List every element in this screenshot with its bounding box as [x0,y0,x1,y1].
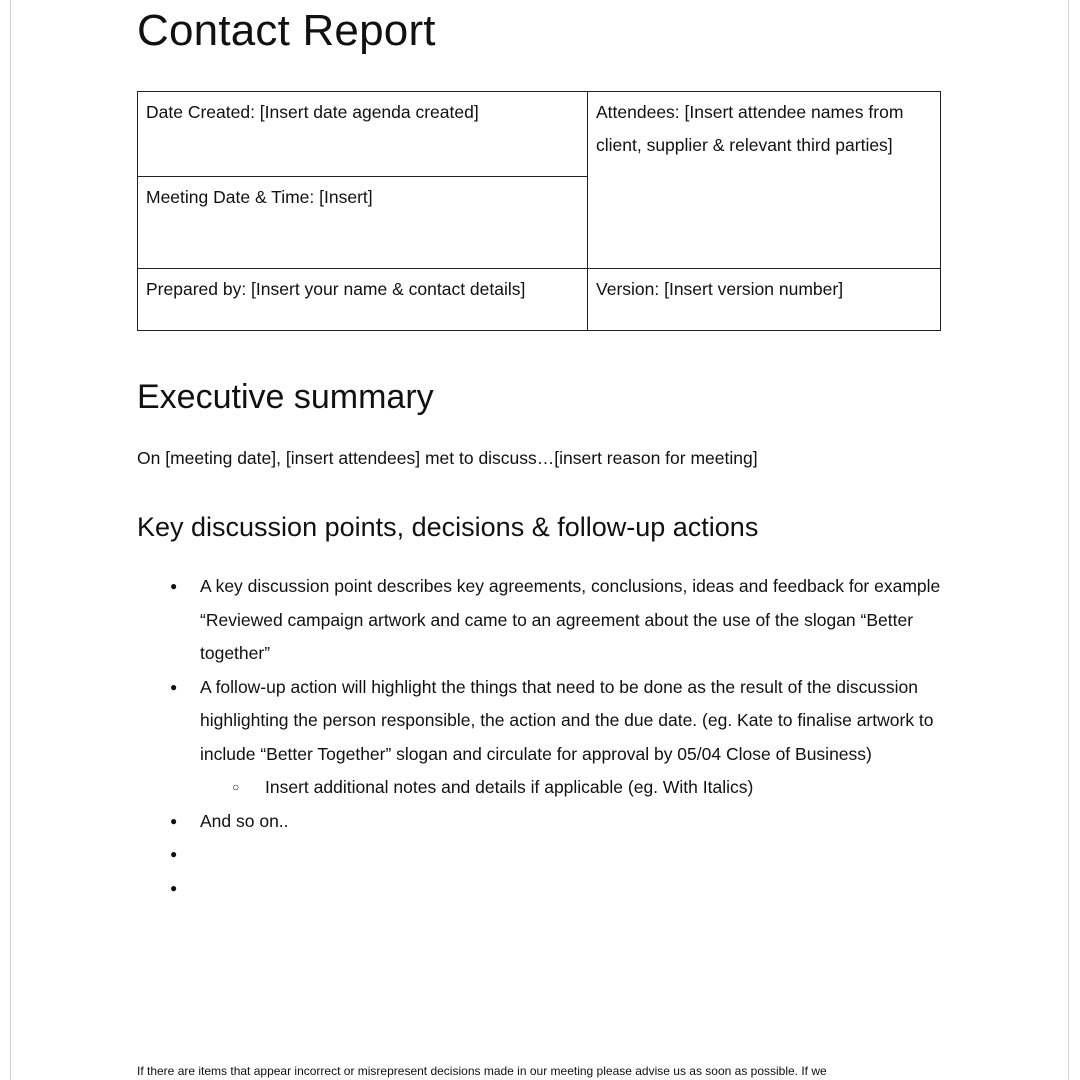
executive-summary-text[interactable]: On [meeting date], [insert attendees] met to discuss…[insert reason for meeting] [137,448,758,468]
key-points-list [137,570,947,905]
meeting-date-time-cell[interactable]: Meeting Date & Time: [Insert] [138,177,588,269]
version-cell[interactable]: Version: [Insert version number] [588,269,941,331]
list-item-text: And so on.. [200,810,289,831]
footnote-text[interactable]: If there are items that appear incorrect or misrepresent decisions made in our meeting please advise us as soon as possible. If we [137,1064,827,1078]
list-item[interactable] [137,872,947,906]
prepared-by-cell[interactable]: Prepared by: [Insert your name & contact details] [138,269,588,331]
sub-list-item[interactable] [200,771,947,805]
list-item-text: A follow-up action will highlight the things that need to be done as the result of the discussion highlighting the person responsible, the action and the due date. (eg. Kate to finalise artwork to include “Better Together” slogan and circulate for approval by 05/04 Close of Business) [200,676,934,764]
list-item[interactable] [137,671,947,805]
sub-list [200,771,947,805]
list-item[interactable] [137,838,947,872]
list-item[interactable] [137,570,947,671]
attendees-cell[interactable]: Attendees: [Insert attendee names from client, supplier & relevant third parties] [588,92,941,269]
list-item[interactable] [137,805,947,839]
key-points-heading[interactable]: Key discussion points, decisions & follow-up actions [137,512,759,542]
document-title[interactable]: Contact Report [137,6,436,55]
sub-list-item-text: Insert additional notes and details if applicable (eg. With Italics) [265,777,754,797]
list-item-text: A key discussion point describes key agreements, conclusions, ideas and feedback for example “Reviewed campaign artwork and came to an agreement about the use of the slogan “Better together” [200,576,941,663]
date-created-cell[interactable]: Date Created: [Insert date agenda created] [138,92,588,177]
document-page [10,0,1069,1080]
executive-summary-heading[interactable]: Executive summary [137,378,434,416]
details-table [137,91,941,331]
